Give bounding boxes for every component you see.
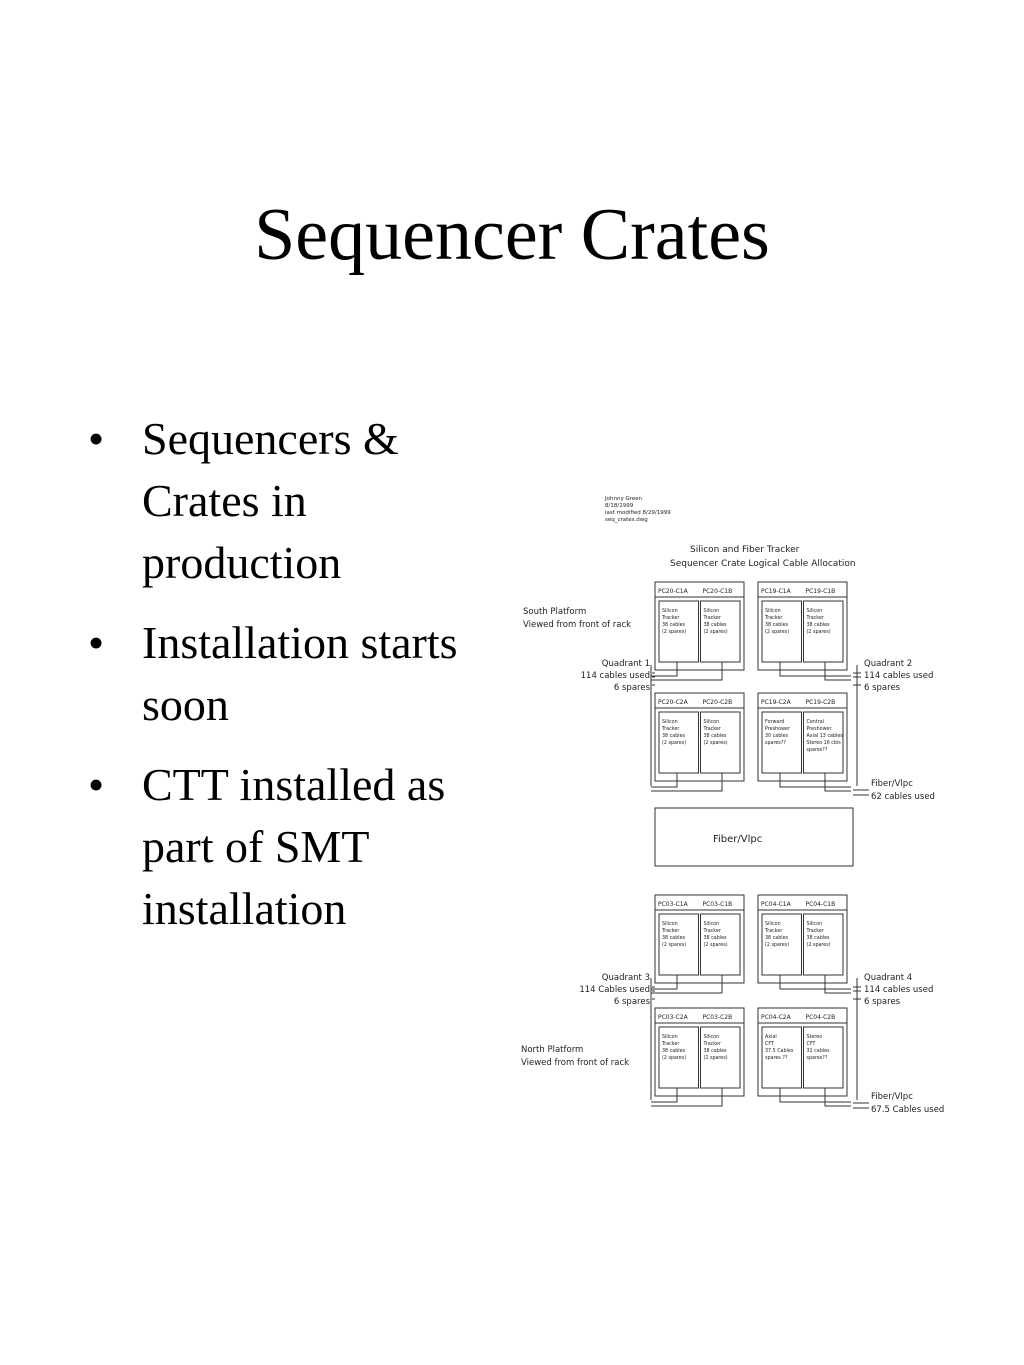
- crate-slot-text: Silicon: [806, 922, 823, 927]
- cable-line: [651, 773, 722, 791]
- crate-slot-text: spares??: [806, 748, 828, 753]
- quadrant-3-cables: 114 Cables used: [579, 985, 650, 995]
- crate-slot-text: (2 spares): [703, 741, 728, 746]
- quadrant-4-cables: 114 cables used: [864, 985, 934, 995]
- crate-slot-text: (2 spares): [662, 741, 687, 746]
- crate-slot-label: PC19-C2B: [805, 699, 836, 706]
- crate-slot-text: 38 cables: [703, 623, 727, 628]
- crate-slot-text: (2 spares): [765, 630, 790, 635]
- bullet-item: [88, 612, 488, 736]
- fiber-vlpc-box-label: Fiber/Vlpc: [713, 834, 763, 845]
- crate-slot-text: 30 cables: [765, 734, 789, 739]
- crate-slot-text: (2 spares): [806, 943, 831, 948]
- crate-slot-text: Silicon: [765, 609, 781, 614]
- crate-slot-text: Silicon: [703, 1035, 720, 1040]
- crate-slot-text: Tracker: [765, 616, 783, 621]
- crate-slot-label: PC20-C2A: [658, 699, 688, 706]
- cable-line: [780, 773, 851, 787]
- cable-line: [780, 1088, 851, 1102]
- crate-slot-text: 38 cables: [662, 936, 686, 941]
- crate-slot-text: Tracker: [662, 727, 680, 732]
- quadrant-1-spares: 6 spares: [613, 683, 650, 693]
- crate-slot-text: (2 spares): [703, 1056, 728, 1061]
- crate-slot-text: Preshower: [765, 727, 790, 732]
- fiber-note-2-cables: 67.5 Cables used: [871, 1105, 945, 1115]
- diagram-meta: last modified 8/29/1999: [605, 510, 671, 516]
- crate-slot-text: Stereo: [806, 1035, 823, 1040]
- bullet-item: [88, 754, 488, 940]
- crate-slot-label: PC03-C2A: [658, 1014, 688, 1021]
- cable-line: [780, 662, 851, 676]
- crate-slot-text: 31 cables: [806, 1049, 830, 1054]
- crate-slot-text: Silicon: [703, 720, 720, 725]
- crate-slot-text: Silicon: [806, 609, 823, 614]
- crate-slot-text: CFT: [806, 1042, 816, 1047]
- crate-slot-text: Tracker: [662, 616, 680, 621]
- fiber-note-1-cables: 62 cables used: [871, 792, 935, 802]
- crate-slot-text: Silicon: [703, 609, 720, 614]
- crate-slot-text: Tracker: [806, 929, 824, 934]
- cable-line: [780, 975, 851, 989]
- crate-slot-text: Tracker: [662, 929, 680, 934]
- crate-slot-text: Tracker: [703, 727, 721, 732]
- crate-slot-label: PC04-C2B: [805, 1014, 836, 1021]
- quadrant-1-name: Quadrant 1: [601, 659, 650, 669]
- crate-slot-label: PC20-C1B: [702, 588, 733, 595]
- crate-slot-text: 38 cables: [703, 1049, 727, 1054]
- crate-slot-text: (2 spares): [662, 943, 687, 948]
- quadrant-1-cables: 114 cables used: [580, 671, 650, 681]
- bullet-dot-icon: •: [88, 759, 105, 810]
- crate-slot-label: PC03-C2B: [702, 1014, 733, 1021]
- bullet-text: Sequencers & Crates in production: [142, 413, 399, 588]
- crate-slot-text: Tracker: [765, 929, 783, 934]
- bullet-text: CTT installed as part of SMT installation: [142, 759, 446, 934]
- crate-slot-text: Tracker: [703, 1042, 721, 1047]
- crate-slot-text: Axial 13 cables: [806, 734, 843, 739]
- cable-line: [651, 662, 722, 680]
- crate-slot-label: PC03-C1B: [702, 901, 733, 908]
- crate-slot-text: spares ??: [765, 1056, 788, 1061]
- bullet-text: Installation starts soon: [142, 617, 458, 730]
- diagram-meta: seq_crates.dwg: [605, 517, 648, 523]
- quadrant-2-spares: 6 spares: [864, 683, 901, 693]
- crate-slot-text: Axial: [765, 1035, 777, 1040]
- crate-slot-text: Tracker: [806, 616, 824, 621]
- crate-slot-label: PC19-C2A: [761, 699, 791, 706]
- crate-slot-text: Silicon: [662, 720, 678, 725]
- quadrant-4-spares: 6 spares: [864, 997, 901, 1007]
- crate-slot-text: CFT: [765, 1042, 774, 1047]
- south-platform-label: South Platform: [523, 607, 587, 617]
- crate-slot-text: (2 spares): [662, 1056, 687, 1061]
- crate-slot-text: 38 cables: [765, 623, 789, 628]
- crate-slot-text: 38 cables: [703, 734, 727, 739]
- bullet-dot-icon: •: [88, 617, 105, 668]
- crate-slot-text: Silicon: [703, 922, 720, 927]
- cable-line: [651, 1088, 722, 1106]
- crate-slot-text: 38 cables: [765, 936, 789, 941]
- crate-slot-label: PC04-C2A: [761, 1014, 791, 1021]
- diagram-title-line2: Sequencer Crate Logical Cable Allocation: [670, 559, 856, 569]
- crate-slot-text: Silicon: [765, 922, 781, 927]
- cable-line: [651, 975, 722, 993]
- bullet-item: [88, 408, 488, 594]
- crate-slot-text: Silicon: [662, 922, 678, 927]
- crate-slot-text: Stereo 16 cbls: [806, 741, 841, 746]
- crate-slot-text: spares??: [765, 741, 786, 746]
- crate-slot-text: Silicon: [662, 1035, 678, 1040]
- crate-slot-label: PC20-C2B: [702, 699, 733, 706]
- north-platform-label: North Platform: [521, 1045, 584, 1055]
- crate-slot-text: 38 cables: [662, 734, 686, 739]
- crate-slot-text: (2 spares): [703, 630, 728, 635]
- crate-slot-text: 37.5 Cables: [765, 1049, 794, 1054]
- crate-slot-label: PC04-C1A: [761, 901, 791, 908]
- bullet-dot-icon: •: [88, 413, 105, 464]
- crate-slot-text: spares??: [806, 1056, 828, 1061]
- crate-slot-text: Tracker: [703, 616, 721, 621]
- crate-slot-text: (2 spares): [765, 943, 790, 948]
- crate-slot-text: Silicon: [662, 609, 678, 614]
- crate-slot-text: 38 cables: [703, 936, 727, 941]
- crate-slot-text: (2 spares): [662, 630, 687, 635]
- quadrant-3-name: Quadrant 3: [601, 973, 650, 983]
- crate-slot-text: 38 cables: [806, 936, 830, 941]
- crate-slot-text: Forward: [765, 720, 785, 725]
- crate-slot-label: PC03-C1A: [658, 901, 688, 908]
- south-platform-sub: Viewed from front of rack: [523, 620, 632, 630]
- quadrant-3-spares: 6 spares: [613, 997, 650, 1007]
- cable-allocation-diagram: [515, 490, 945, 1115]
- slide-title: Sequencer Crates: [254, 194, 770, 276]
- crate-slot-text: Preshower: [806, 727, 832, 732]
- north-platform-sub: Viewed from front of rack: [521, 1058, 630, 1068]
- crate-slot-text: Central: [806, 720, 824, 725]
- crate-slot-text: (2 spares): [806, 630, 831, 635]
- crate-slot-text: Tracker: [662, 1042, 680, 1047]
- diagram-meta: 8/18/1999: [605, 503, 634, 509]
- crate-slot-label: PC20-C1A: [658, 588, 688, 595]
- fiber-note-1-name: Fiber/Vlpc: [871, 779, 913, 789]
- crate-slot-text: 38 cables: [806, 623, 830, 628]
- quadrant-4-name: Quadrant 4: [864, 973, 913, 983]
- bullet-list: [88, 408, 488, 958]
- diagram-meta: Johnny Green: [605, 496, 643, 502]
- quadrant-2-cables: 114 cables used: [864, 671, 934, 681]
- crate-slot-text: 38 cables: [662, 1049, 686, 1054]
- fiber-note-2-name: Fiber/Vlpc: [871, 1092, 913, 1102]
- crate-slot-text: (2 spares): [703, 943, 728, 948]
- crate-slot-text: 38 cables: [662, 623, 686, 628]
- crate-slot-label: PC19-C1A: [761, 588, 791, 595]
- crate-slot-text: Tracker: [703, 929, 721, 934]
- diagram-title-line1: Silicon and Fiber Tracker: [690, 545, 800, 555]
- quadrant-2-name: Quadrant 2: [864, 659, 913, 669]
- crate-slot-label: PC19-C1B: [805, 588, 836, 595]
- crate-slot-label: PC04-C1B: [805, 901, 836, 908]
